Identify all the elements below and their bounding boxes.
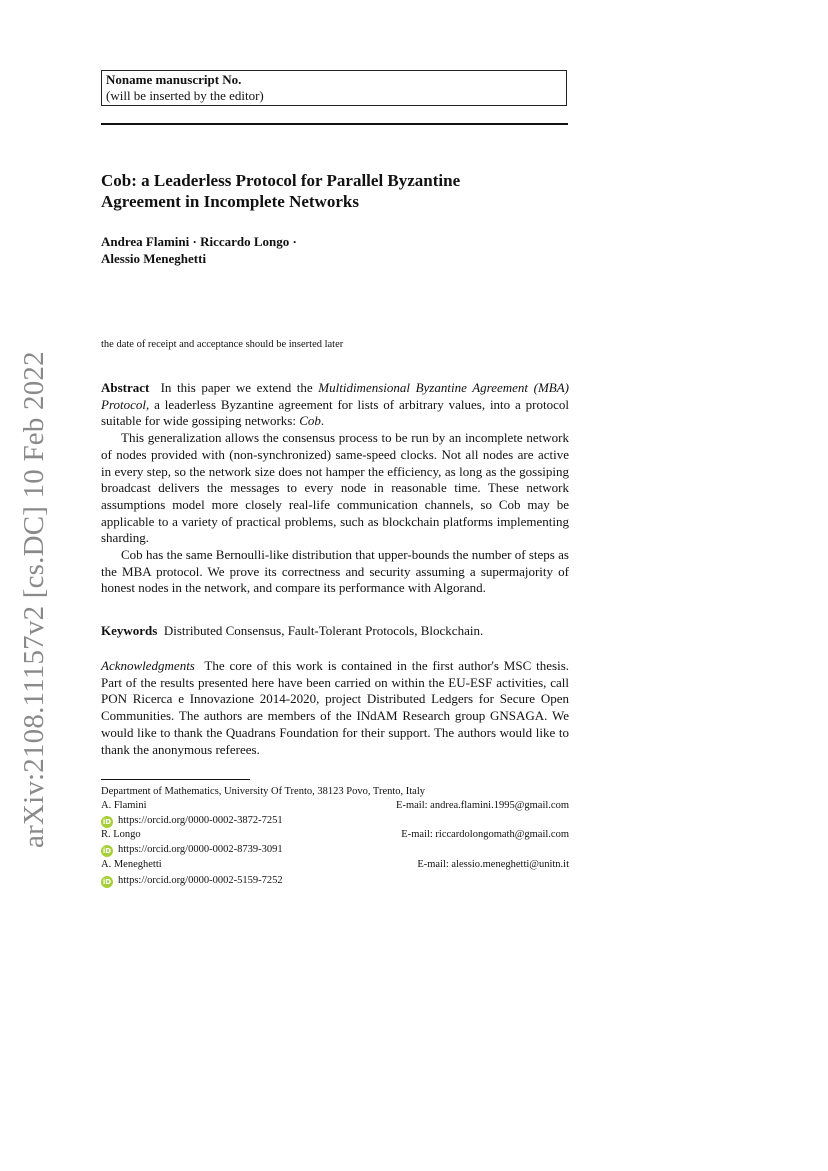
author-row-flamini: [101, 799, 569, 813]
author-row-longo: [101, 828, 569, 842]
abstract-text-c: .: [320, 413, 325, 429]
paper-title: [101, 170, 551, 212]
author-name: A. Meneghetti: [101, 859, 162, 870]
header-rule: [101, 123, 568, 125]
author-email: E-mail: andrea.flamini.1995@gmail.com: [396, 800, 569, 811]
orcid-link[interactable]: https://orcid.org/0000-0002-3872-7251: [118, 815, 283, 826]
author-row-meneghetti: [101, 858, 569, 872]
abstract-paragraph-3: Cob has the same Bernoulli-like distribution that upper-bounds the number of steps as the MBA protocol. We prove its correctness and security assuming a supermajority of honest nodes in the network, and compare its performance with Algorand.: [101, 547, 569, 596]
abstract-heading: Abstract: [101, 380, 150, 395]
abstract-text-a: In this paper we extend the: [160, 380, 319, 395]
abstract-paragraph-1: [101, 380, 569, 430]
authors-line-1: Andrea Flamini · Riccardo Longo ·: [101, 234, 297, 249]
author-email: E-mail: riccardolongomath@gmail.com: [401, 829, 569, 840]
orcid-row-flamini: [101, 814, 283, 828]
author-list: [101, 233, 461, 267]
editor-box: [101, 70, 567, 106]
footnote-rule: [101, 779, 250, 780]
acknowledgments-heading: Acknowledgments: [101, 658, 195, 673]
abstract-italic-term: Multidimensional Byzantine Agreement (MBA) Protocol: [101, 380, 569, 412]
orcid-row-meneghetti: [101, 874, 283, 888]
abstract-text-b: , a leaderless Byzantine agreement for lists of arbitrary values, into a protocol suitable for wide gossiping networks:: [101, 396, 569, 429]
keywords-text: Distributed Consensus, Fault-Tolerant Protocols, Blockchain.: [163, 623, 484, 638]
editor-note: (will be inserted by the editor): [106, 88, 264, 103]
title-line-1: Cob: a Leaderless Protocol for Parallel Byzantine: [101, 171, 461, 190]
authors-line-2: Alessio Meneghetti: [101, 251, 207, 266]
affiliation: Department of Mathematics, University Of Trento, 38123 Povo, Trento, Italy: [101, 786, 426, 797]
abstract: [101, 380, 569, 597]
date-note: the date of receipt and acceptance should be inserted later: [101, 339, 344, 350]
orcid-link[interactable]: https://orcid.org/0000-0002-8739-3091: [118, 844, 283, 855]
author-email: E-mail: alessio.meneghetti@unitn.it: [417, 859, 569, 870]
title-line-2: Agreement in Incomplete Networks: [101, 192, 359, 211]
acknowledgments-text: The core of this work is contained in the first author's MSC thesis. Part of the results presented here have been carried on within the EU-ESF activities, call PON Ricerca e Innovazione 2014-2020, project Distributed Ledgers for Secure Open Communities. The authors are members of the INdAM Research group GNSAGA. We would like to thank the Quadrans Foundation for their support. The authors would like to thank the anonymous referees.: [101, 658, 570, 757]
orcid-icon: iD: [102, 818, 112, 826]
acknowledgments: [101, 658, 569, 758]
abstract-paragraph-2: This generalization allows the consensus process to be run by an incomplete network of nodes provided with (non-synchronized) same-speed clocks. Not all nodes are active in every step, so the network size does not hamper the efficiency, as long as the gossiping broadcast delivers the messages to every node in reasonable time. These network assumptions model more closely real-life communication channels, so Cob may be applicable to a variety of practical problems, such as blockchain platforms implementing sharding.: [101, 430, 569, 546]
orcid-row-longo: [101, 843, 283, 857]
author-name: A. Flamini: [101, 800, 147, 811]
orcid-icon: iD: [102, 878, 112, 886]
keywords-heading: Keywords: [101, 623, 158, 638]
keywords: [101, 623, 569, 640]
author-name: R. Longo: [101, 829, 141, 840]
arxiv-stamp: arXiv:2108.11157v2 [cs.DC] 10 Feb 2022: [18, 351, 50, 848]
orcid-link[interactable]: https://orcid.org/0000-0002-5159-7252: [118, 875, 283, 886]
abstract-italic-cob: Cob: [299, 413, 321, 429]
orcid-icon: iD: [102, 847, 112, 855]
manuscript-number-label: Noname manuscript No.: [106, 72, 242, 87]
